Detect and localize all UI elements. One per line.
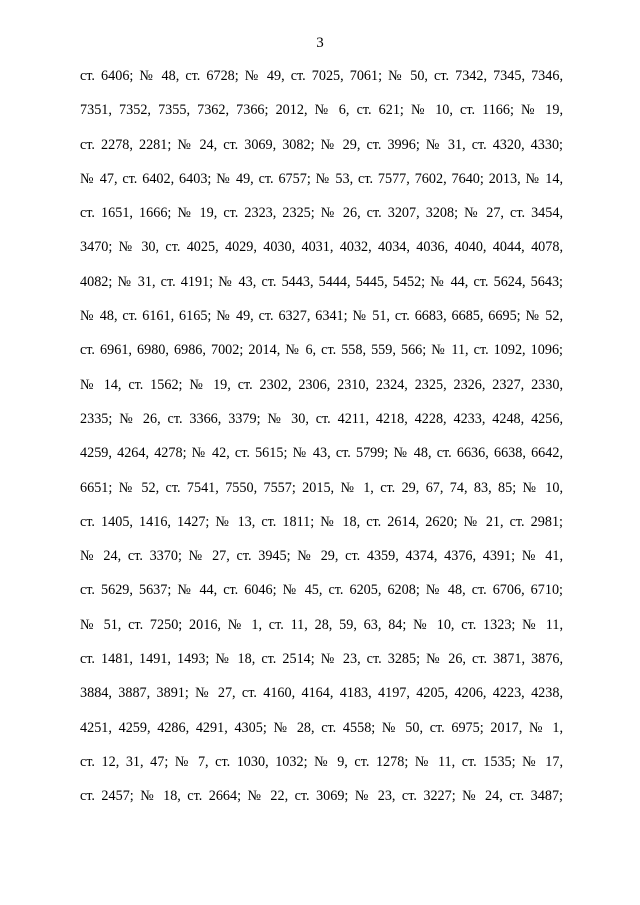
body-text xyxy=(80,66,563,821)
text-line: № 14, ст. 1562; № 19, ст. 2302, 2306, 2310, 2324, 2325, 2326, 2327, 2330, xyxy=(80,376,563,393)
text-line: ст. 6406; № 48, ст. 6728; № 49, ст. 7025, 7061; № 50, ст. 7342, 7345, 7346, xyxy=(80,68,563,84)
text-line: 7351, 7352, 7355, 7362, 7366; 2012, № 6, ст. 621; № 10, ст. 1166; № 19, xyxy=(80,102,563,119)
text-line: 3470; № 30, ст. 4025, 4029, 4030, 4031, 4032, 4034, 4036, 4040, 4044, 4078, xyxy=(80,239,563,256)
text-line: 3884, 3887, 3891; № 27, ст. 4160, 4164, 4183, 4197, 4205, 4206, 4223, 4238, xyxy=(80,685,563,702)
text-line: 4259, 4264, 4278; № 42, ст. 5615; № 43, ст. 5799; № 48, ст. 6636, 6638, 6642, xyxy=(80,445,563,462)
text-line: № 24, ст. 3370; № 27, ст. 3945; № 29, ст. 4359, 4374, 4376, 4391; № 41, xyxy=(80,548,563,565)
text-line: № 48, ст. 6161, 6165; № 49, ст. 6327, 6341; № 51, ст. 6683, 6685, 6695; № 52, xyxy=(80,308,563,325)
text-line: 6651; № 52, ст. 7541, 7550, 7557; 2015, № 1, ст. 29, 67, 74, 83, 85; № 10, xyxy=(80,479,563,496)
text-line: ст. 1481, 1491, 1493; № 18, ст. 2514; № 23, ст. 3285; № 26, ст. 3871, 3876, xyxy=(80,651,563,668)
text-line: 4251, 4259, 4286, 4291, 4305; № 28, ст. 4558; № 50, ст. 6975; 2017, № 1, xyxy=(80,719,563,736)
text-line: ст. 2457; № 18, ст. 2664; № 22, ст. 3069; № 23, ст. 3227; № 24, ст. 3487; xyxy=(80,788,563,805)
text-line: № 51, ст. 7250; 2016, № 1, ст. 11, 28, 59, 63, 84; № 10, ст. 1323; № 11, xyxy=(80,616,563,633)
text-line: ст. 1405, 1416, 1427; № 13, ст. 1811; № 18, ст. 2614, 2620; № 21, ст. 2981; xyxy=(80,513,563,530)
text-line: ст. 1651, 1666; № 19, ст. 2323, 2325; № 26, ст. 3207, 3208; № 27, ст. 3454, xyxy=(80,205,563,222)
text-line: 2335; № 26, ст. 3366, 3379; № 30, ст. 4211, 4218, 4228, 4233, 4248, 4256, xyxy=(80,410,563,427)
text-line: ст. 12, 31, 47; № 7, ст. 1030, 1032; № 9, ст. 1278; № 11, ст. 1535; № 17, xyxy=(80,753,563,770)
text-line: ст. 6961, 6980, 6986, 7002; 2014, № 6, ст. 558, 559, 566; № 11, ст. 1092, 1096; xyxy=(80,342,563,359)
page-number: 3 xyxy=(316,35,324,51)
text-line: 4082; № 31, ст. 4191; № 43, ст. 5443, 5444, 5445, 5452; № 44, ст. 5624, 5643; xyxy=(80,273,563,290)
text-line: ст. 2278, 2281; № 24, ст. 3069, 3082; № 29, ст. 3996; № 31, ст. 4320, 4330; xyxy=(80,136,563,153)
text-line: ст. 5629, 5637; № 44, ст. 6046; № 45, ст. 6205, 6208; № 48, ст. 6706, 6710; xyxy=(80,582,563,599)
text-line: № 47, ст. 6402, 6403; № 49, ст. 6757; № 53, ст. 7577, 7602, 7640; 2013, № 14, xyxy=(80,170,563,187)
